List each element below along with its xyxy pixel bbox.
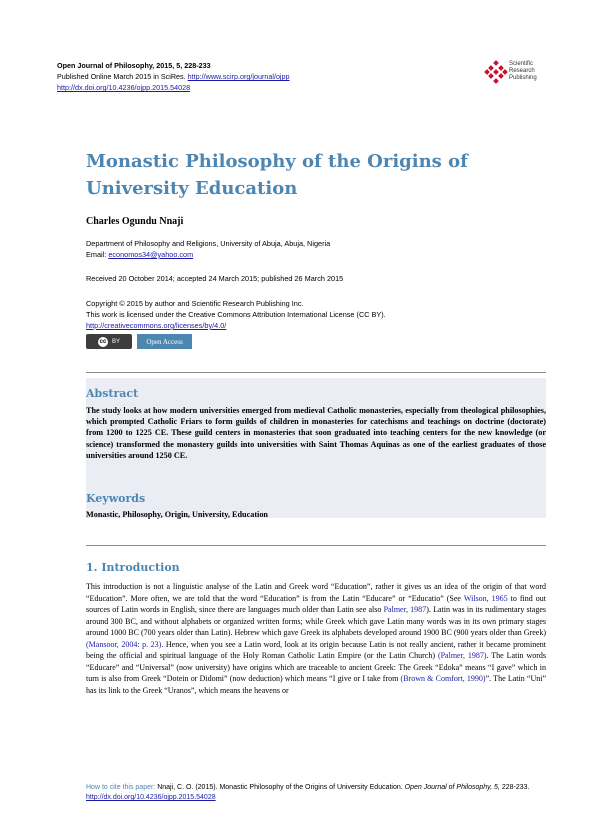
affiliation: Department of Philosophy and Religions, University of Abuja, Abuja, Nigeria [86, 239, 331, 248]
intro-text: . The Latin words “Educare” and “Universal” (now university) have origins which are traceable to ancient Greek: The Greek “Edoka” means “I gave” which in turn is also from Greek “Dotein or Didomi” (now deduction) which means “I give or I take from [86, 651, 546, 683]
reference-link[interactable]: (Palmer, 1987) [437, 651, 487, 660]
publisher-logo [484, 60, 564, 88]
journal-citation-line: Open Journal of Philosophy, 2015, 5, 228-233 [57, 61, 211, 70]
email-label: Email: [86, 250, 107, 259]
article-dates: Received 20 October 2014; accepted 24 March 2015; published 26 March 2015 [86, 274, 344, 283]
cite-text: Nnaji, C. O. (2015). Monastic Philosophy of the Origins of University Education. [155, 784, 405, 791]
email-line [86, 249, 546, 260]
title-line-1: Monastic Philosophy of the Origins of [86, 151, 468, 172]
reference-link[interactable]: (Brown & Comfort, 1990) [400, 674, 486, 683]
cite-label: How to cite this paper: [86, 784, 156, 791]
cite-doi-link[interactable]: http://dx.doi.org/10.4236/ojpp.2015.54028 [86, 794, 216, 801]
intro-text: ”. The Latin “Uni” has its link to the Greek “Uranos”, which means the heavens or [86, 674, 546, 695]
abstract-heading: Abstract [86, 387, 139, 400]
license-url-line [86, 320, 546, 331]
intro-text: ). Latin was in its rudimentary stages around 300 BC, and without alphabets or organized written forms; while Greek which gave Latin many words was in its own primary stages around 1000 BC (700 years older than Latin). Hebrew which gave Greek its alphabets developed around 1900 BC (900 years older than Greek) [86, 605, 546, 637]
keywords-text: Monastic, Philosophy, Origin, University, Education [86, 510, 268, 519]
open-access-badge[interactable]: Open Access [137, 334, 192, 349]
copyright-line: Copyright © 2015 by author and Scientific Research Publishing Inc. [86, 299, 304, 308]
cc-icon: cc [99, 338, 107, 345]
keywords-heading: Keywords [86, 492, 146, 505]
license-line: This work is licensed under the Creative Commons Attribution International License (CC BY). [86, 310, 386, 319]
license-url-link[interactable]: http://creativecommons.org/licenses/by/4.0/ [86, 321, 227, 330]
intro-text: . Hence, when you see a Latin word, look at its origin because Latin is not really ancient, rather it became prominent being the official and spiritual language of the Holy Roman Catholic Latin Empire (or the Latin Church) [86, 639, 547, 660]
introduction-heading: 1. Introduction [86, 561, 180, 574]
cite-pages: 228-233. [499, 784, 530, 791]
reference-link[interactable]: Palmer, 1987 [383, 605, 427, 614]
reference-link[interactable]: Wilson, 1965 [463, 593, 508, 603]
license-badges [86, 334, 192, 349]
doi-link[interactable]: http://dx.doi.org/10.4236/ojpp.2015.54028 [57, 83, 191, 92]
article-title [86, 148, 526, 202]
cc-by-label: BY [111, 338, 120, 345]
email-link[interactable]: economos34@yahoo.com [108, 250, 194, 259]
abstract-text: The study looks at how modern universities emerged from medieval Catholic monasteries, especially from theological philosophies, which prompted Catholic Friars to form guilds of children in monasteries for catechisms and teachings on doctrine (doctorate) from 1200 to 1225 CE. These guild centers in monasteries that soon graduated into teaching centers for the new knowledge (or science) transformed the monastery guilds into universities with Saint Thomas Aquinas as one of the earliest graduates of those universities around 1250 CE. [86, 406, 546, 460]
introduction-paragraph [86, 581, 546, 696]
intro-text: This introduction is not a linguistic analyse of the Latin and Greek word “Education”, rather it gives us an idea of the origin of that word “Education”. More often, we are told that the word “Education” is from the Latin “Educare” or “Educatio” (See [86, 582, 546, 603]
cite-journal: Open Journal of Philosophy, 5, [404, 784, 500, 791]
title-line-2: University Education [86, 178, 298, 199]
publisher-name: Scientific Research Publishing [509, 61, 537, 81]
journal-header [57, 60, 457, 93]
divider [86, 372, 546, 373]
published-prefix: Published Online March 2015 in SciRes. [57, 72, 186, 81]
publisher-logo-icon [484, 60, 508, 84]
journal-url-link[interactable]: http://www.scirp.org/journal/ojpp [187, 72, 290, 81]
divider [86, 545, 546, 546]
published-line [57, 71, 457, 82]
author-name: Charles Ogundu Nnaji [86, 216, 184, 227]
intro-text: to find out sources of Latin words in English, since there are languages much older than Latin see also [86, 593, 546, 614]
cc-by-badge[interactable] [86, 334, 132, 349]
citation-footer [86, 783, 546, 803]
reference-link[interactable]: (Mansoor, 2004: p. 23) [86, 639, 162, 649]
